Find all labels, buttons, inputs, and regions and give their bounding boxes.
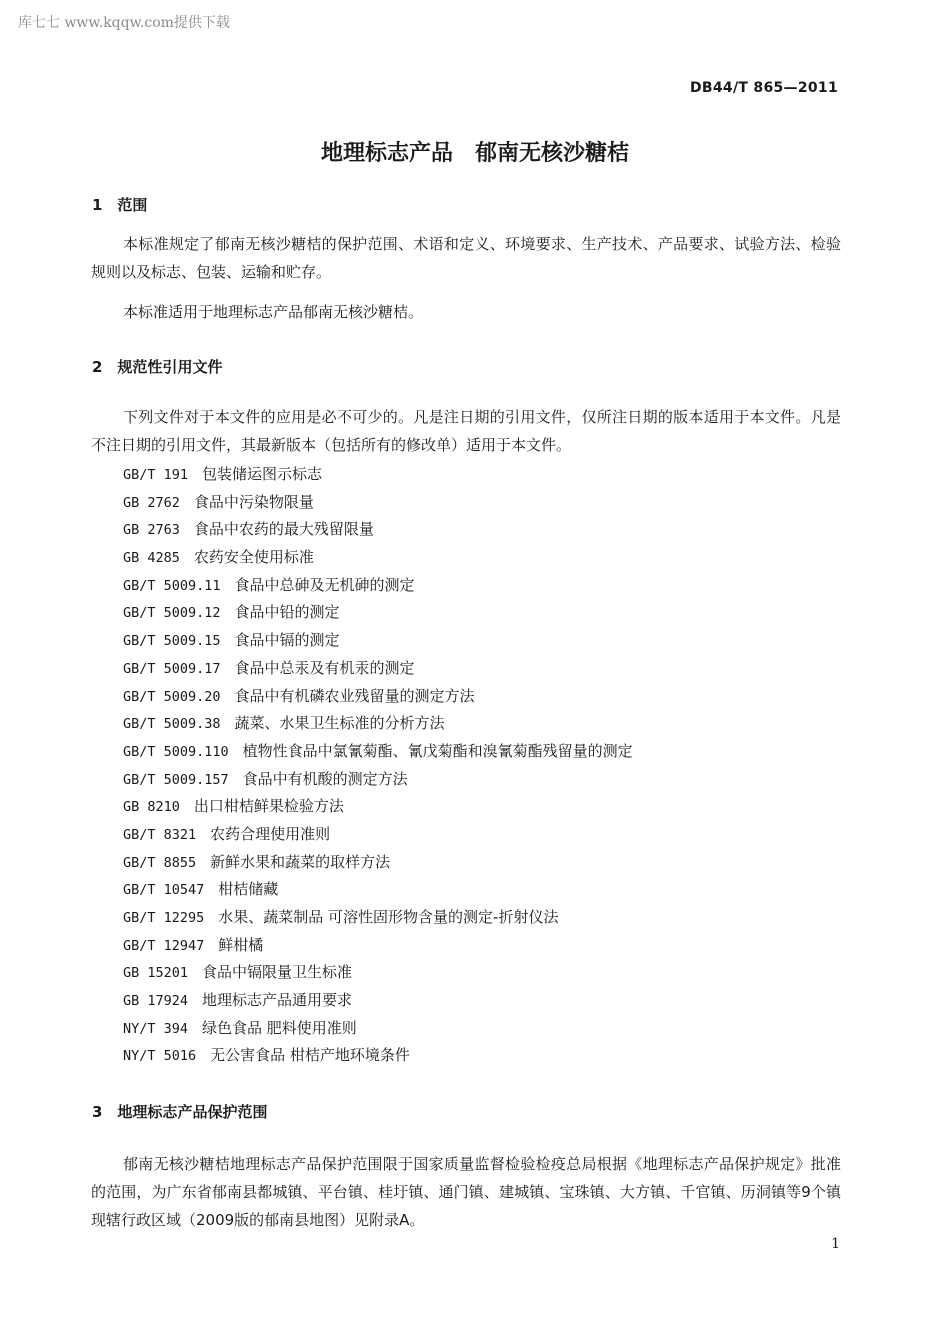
reference-code: GB/T 10547 <box>123 882 205 899</box>
reference-title: 新鲜水果和蔬菜的取样方法 <box>210 852 391 871</box>
reference-code: GB 2763 <box>123 522 180 539</box>
reference-code: NY/T 394 <box>123 1020 189 1037</box>
reference-code: GB/T 5009.11 <box>123 577 221 594</box>
reference-title: 农药安全使用标准 <box>193 548 314 567</box>
reference-code: GB 2762 <box>123 494 180 511</box>
reference-code: GB/T 8855 <box>123 854 197 871</box>
reference-title: 食品中农药的最大残留限量 <box>193 520 374 539</box>
reference-item <box>123 766 633 794</box>
reference-item <box>123 849 633 877</box>
reference-item <box>123 793 633 821</box>
reference-title: 食品中镉限量卫生标准 <box>202 963 353 982</box>
reference-code: GB 15201 <box>123 965 189 982</box>
section-1-paragraph-1: 本标准规定了郁南无核沙糖桔的保护范围、术语和定义、环境要求、生产技术、产品要求、试验方法、检验规则以及标志、包装、运输和贮存。 <box>91 235 841 281</box>
reference-list <box>123 461 633 1070</box>
reference-code: GB/T 5009.17 <box>123 660 221 677</box>
reference-code: GB/T 5009.110 <box>123 743 229 760</box>
reference-item <box>123 1042 633 1070</box>
reference-code: GB/T 12947 <box>123 937 205 954</box>
reference-code: GB 4285 <box>123 550 180 567</box>
reference-code: GB/T 8321 <box>123 826 197 843</box>
reference-code: GB 17924 <box>123 993 189 1010</box>
reference-title: 食品中铅的测定 <box>234 603 340 622</box>
reference-code: GB/T 191 <box>123 467 189 483</box>
reference-item <box>123 932 633 960</box>
document-title: 地理标志产品 郁南无核沙糖桔 <box>320 141 629 166</box>
section-2-intro: 下列文件对于本文件的应用是必不可少的。凡是注日期的引用文件，仅所注日期的版本适用于本文件。凡是不注日期的引用文件，其最新版本（包括所有的修改单）适用于本文件。 <box>91 408 841 454</box>
reference-title: 绿色食品 肥料使用准则 <box>202 1018 357 1037</box>
section-2-heading: 2 规范性引用文件 <box>92 358 223 376</box>
reference-code: GB/T 5009.157 <box>123 771 229 788</box>
reference-title: 无公害食品 柑桔产地环境条件 <box>210 1046 410 1065</box>
reference-item <box>123 572 633 600</box>
reference-item <box>123 959 633 987</box>
reference-title: 农药合理使用准则 <box>210 824 331 843</box>
reference-title: 鲜柑橘 <box>218 935 264 954</box>
reference-title: 包装储运图示标志 <box>202 465 323 483</box>
reference-item <box>123 544 633 572</box>
reference-title: 食品中污染物限量 <box>193 492 314 511</box>
reference-code: GB/T 5009.15 <box>123 633 221 650</box>
reference-code: GB/T 5009.38 <box>123 716 221 733</box>
reference-item <box>123 627 633 655</box>
reference-item <box>123 655 633 683</box>
section-1-paragraph-2: 本标准适用于地理标志产品郁南无核沙糖桔。 <box>123 303 424 321</box>
page-number: 1 <box>831 1236 840 1252</box>
section-3-heading: 3 地理标志产品保护范围 <box>92 1103 268 1121</box>
reference-item <box>123 599 633 627</box>
reference-title: 食品中总砷及无机砷的测定 <box>234 575 415 594</box>
standard-number: DB44/T 865—2011 <box>690 80 838 96</box>
reference-title: 食品中有机磷农业残留量的测定方法 <box>234 686 475 705</box>
reference-item <box>123 683 633 711</box>
reference-code: GB/T 5009.12 <box>123 605 221 622</box>
reference-code: NY/T 5016 <box>123 1048 197 1065</box>
reference-title: 出口柑桔鲜果检验方法 <box>193 797 344 816</box>
reference-item <box>123 516 633 544</box>
reference-title: 食品中总汞及有机汞的测定 <box>234 658 415 677</box>
reference-title: 水果、蔬菜制品 可溶性固形物含量的测定-折射仪法 <box>218 908 559 926</box>
reference-title: 地理标志产品通用要求 <box>202 991 353 1010</box>
reference-item <box>123 489 633 517</box>
reference-item <box>123 710 633 738</box>
reference-title: 食品中有机酸的测定方法 <box>242 769 408 788</box>
reference-item <box>123 987 633 1015</box>
reference-item <box>123 461 633 489</box>
section-3-paragraph: 郁南无核沙糖桔地理标志产品保护范围限于国家质量监督检验检疫总局根据《地理标志产品保护规定》批准的范围，为广东省郁南县都城镇、平台镇、桂圩镇、通门镇、建城镇、宝珠镇、大方镇、千官镇、历洞镇等9个镇现辖行政区域（2009版的郁南县地图）见附录A。 <box>91 1155 841 1229</box>
reference-item <box>123 876 633 904</box>
reference-item <box>123 738 633 766</box>
watermark: 库七七 www.kqqw.com提供下载 <box>18 15 230 31</box>
reference-title: 植物性食品中氯氰菊酯、氰戊菊酯和溴氰菊酯残留量的测定 <box>242 741 633 760</box>
reference-code: GB/T 5009.20 <box>123 688 221 705</box>
reference-item <box>123 821 633 849</box>
reference-item <box>123 904 633 932</box>
reference-code: GB/T 12295 <box>123 910 205 926</box>
reference-title: 蔬菜、水果卫生标准的分析方法 <box>234 714 445 733</box>
section-1-heading: 1 范围 <box>92 196 148 214</box>
reference-title: 食品中镉的测定 <box>234 631 340 650</box>
reference-code: GB 8210 <box>123 799 180 816</box>
reference-title: 柑桔储藏 <box>218 880 279 899</box>
reference-item <box>123 1015 633 1043</box>
